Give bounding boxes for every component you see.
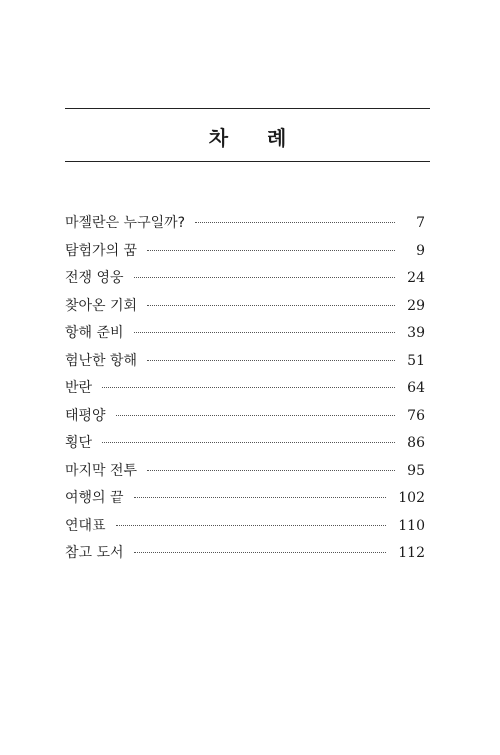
table-of-contents (65, 212, 425, 570)
toc-entry-title: 항해 준비 (65, 325, 124, 341)
toc-entry (65, 240, 425, 268)
toc-entry-page: 29 (407, 297, 425, 314)
toc-entry (65, 460, 425, 488)
toc-entry (65, 350, 425, 378)
title-top-rule (65, 108, 430, 109)
dot-leader (134, 552, 387, 553)
toc-entry-title: 찾아온 기회 (65, 297, 138, 314)
dot-leader (195, 222, 395, 223)
toc-entry-page: 7 (416, 215, 425, 231)
dot-leader (147, 470, 395, 471)
toc-entry-page: 95 (407, 462, 425, 479)
page-title: 차 례 (208, 126, 303, 150)
dot-leader (116, 525, 387, 526)
dot-leader (134, 332, 395, 333)
toc-entry-page: 110 (398, 517, 425, 534)
toc-entry-page: 39 (407, 325, 425, 341)
toc-entry (65, 542, 425, 570)
toc-entry-title: 탐험가의 꿈 (65, 242, 138, 259)
toc-entry-title: 반란 (65, 380, 93, 396)
toc-entry (65, 212, 425, 240)
toc-entry (65, 405, 425, 433)
toc-entry-page: 24 (407, 270, 425, 286)
toc-entry-title: 연대표 (65, 517, 106, 534)
toc-entry-title: 여행의 끝 (65, 490, 124, 506)
toc-entry-page: 64 (407, 380, 425, 396)
dot-leader (102, 387, 395, 388)
toc-entry-page: 86 (407, 435, 425, 451)
title-bottom-rule (65, 161, 430, 162)
toc-entry (65, 487, 425, 515)
toc-entry-title: 마지막 전투 (65, 462, 138, 479)
dot-leader (134, 497, 387, 498)
toc-entry-title: 마젤란은 누구일까? (65, 215, 186, 231)
toc-entry (65, 267, 425, 295)
toc-entry-page: 102 (398, 490, 425, 506)
toc-entry (65, 295, 425, 323)
dot-leader (147, 360, 395, 361)
toc-entry-title: 험난한 항해 (65, 352, 138, 369)
toc-entry-page: 76 (407, 407, 425, 424)
toc-entry (65, 515, 425, 543)
dot-leader (134, 277, 395, 278)
toc-entry (65, 377, 425, 405)
toc-entry (65, 322, 425, 350)
toc-entry (65, 432, 425, 460)
toc-entry-title: 횡단 (65, 435, 93, 451)
toc-entry-page: 9 (416, 242, 425, 259)
toc-entry-title: 전쟁 영웅 (65, 270, 124, 286)
toc-entry-title: 태평양 (65, 407, 106, 424)
toc-entry-page: 51 (407, 352, 425, 369)
toc-entry-title: 참고 도서 (65, 545, 124, 561)
dot-leader (102, 442, 395, 443)
dot-leader (147, 305, 395, 306)
dot-leader (147, 250, 395, 251)
dot-leader (116, 415, 395, 416)
toc-entry-page: 112 (398, 545, 425, 561)
